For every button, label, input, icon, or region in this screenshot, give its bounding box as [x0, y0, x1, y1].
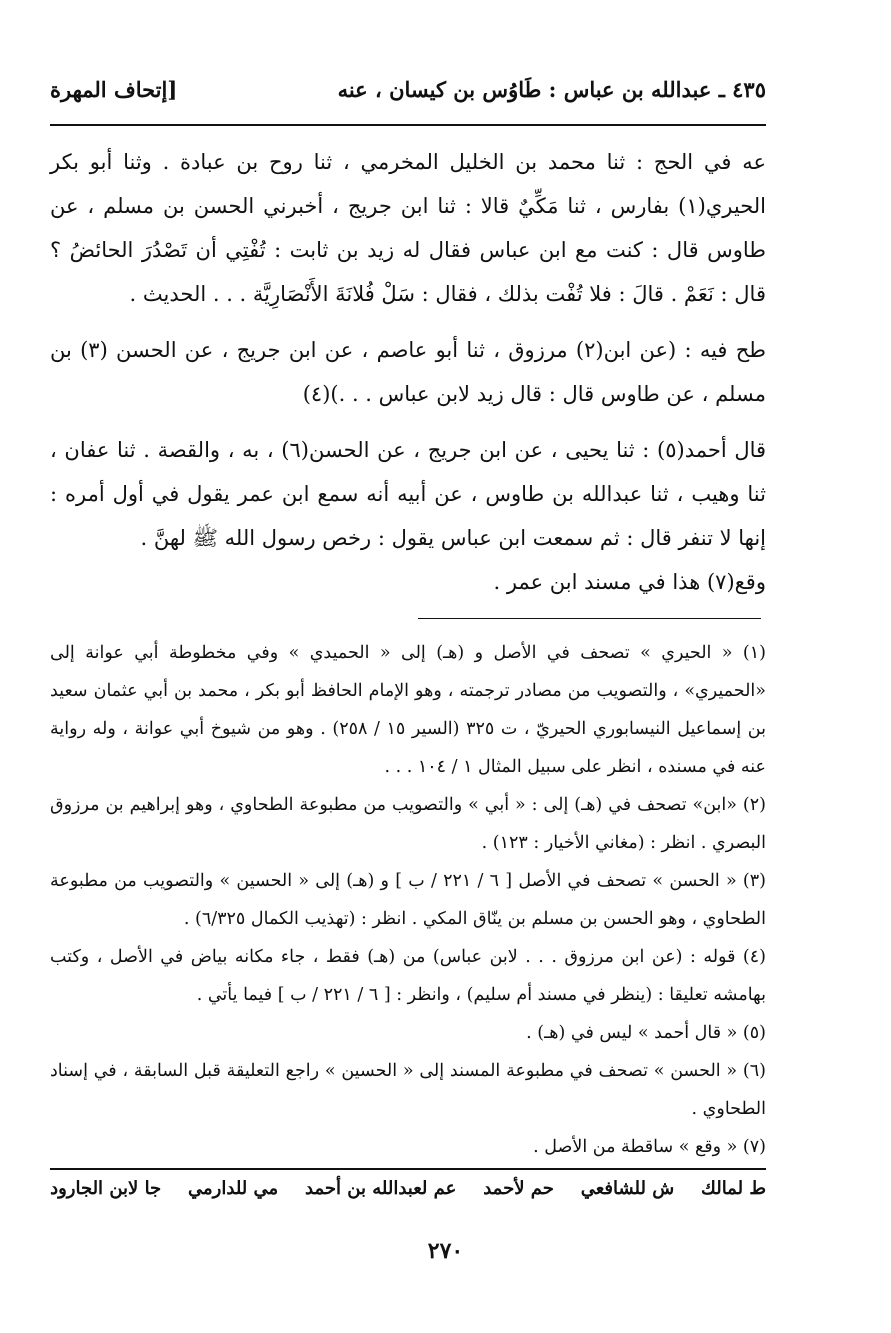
footnote-1: (١) « الحيري » تصحف في الأصل و (هـ) إلى « الحميدي » وفي مخطوطة أبي عوانة إلى «الحميري» ، والتصويب من مصادر ترجمته ، وهو الإمام الحافظ أبو بكر ، محمد بن أبي عثمان سعيد بن إسماعيل النيسابوري الحيريّ ، ت ٣٢٥ (السير ١٥ / ٢٥٨) . وهو من شيوخ أبي عوانة ، وله رواية عنه في مسنده ، انظر على سبيل المثال ١ / ١٠٤ . . . — [50, 643, 766, 777]
abbreviation-item: ش للشافعي — [580, 1178, 675, 1199]
main-text — [50, 140, 766, 616]
abbreviations-rule — [50, 1168, 766, 1170]
header-rule — [50, 124, 766, 126]
abbreviation-item: حم لأحمد — [483, 1178, 554, 1199]
footnotes — [50, 634, 766, 1166]
abbreviation-item: جا لابن الجارود — [50, 1178, 162, 1199]
paragraph-2: طح فيه : (عن ابن(٢) مرزوق ، ثنا أبو عاصم ، عن ابن جريج ، عن الحسن (٣) بن مسلم ، عن طاوس قال : قال زيد لابن عباس . . .)(٤) — [50, 338, 766, 406]
page-number: ٢٧٠ — [427, 1238, 464, 1264]
abbreviation-item: ط لمالك — [701, 1178, 766, 1199]
footnote-4: (٤) قوله : (عن ابن مرزوق . . . لابن عباس) من (هـ) فقط ، جاء مكانه بياض في الأصل ، وكتب بهامشه تعليقا : (ينظر في مسند أم سليم) ، وانظر : [ ٦ / ٢٢١ / ب ] فيما يأتي . — [50, 947, 766, 1005]
abbreviations-key — [50, 1178, 766, 1199]
paragraph-4: وقع(٧) هذا في مسند ابن عمر . — [493, 570, 766, 594]
footnote-3: (٣) « الحسن » تصحف في الأصل [ ٦ / ٢٢١ / ب ] و (هـ) إلى « الحسين » والتصويب من مطبوعة الطحاوي ، وهو الحسن بن مسلم بن ينّاق المكي . انظر : (تهذيب الكمال ٦/٣٢٥) . — [50, 871, 766, 929]
abbreviation-item: مي للدارمي — [188, 1178, 279, 1199]
footnote-6: (٦) « الحسن » تصحف في مطبوعة المسند إلى « الحسين » راجع التعليقة قبل السابقة ، في إسناد الطحاوي . — [50, 1061, 766, 1119]
paragraph-1: عه في الحج : ثنا محمد بن الخليل المخرمي ، ثنا روح بن عبادة . وثنا أبو بكر الحيري(١) بفارس ، ثنا مَكِّيٌ قالا : ثنا ابن جريج ، أخبرني الحسن بن مسلم ، عن طاوس قال : كنت مع ابن عباس فقال له زيد بن ثابت : تُفْتِي أن تَصْدُرَ الحائضُ ؟ قال : نَعَمْ . قالَ : فلا تُفْت بذلك ، فقال : سَلْ فُلانَةَ الأَنْصَارِيَّة . . . الحديث . — [50, 150, 766, 306]
footnote-7: (٧) « وقع » ساقطة من الأصل . — [533, 1137, 766, 1157]
footnote-separator — [418, 618, 761, 619]
footnote-5: (٥) « قال أحمد » ليس في (هـ) . — [526, 1023, 766, 1043]
running-header — [50, 64, 766, 114]
paragraph-3: قال أحمد(٥) : ثنا يحيى ، عن ابن جريج ، عن الحسن(٦) ، به ، والقصة . ثنا عفان ، ثنا وهيب ، ثنا عبدالله بن طاوس ، عن أبيه أنه سمع ابن عمر يقول في أول أمره : إنها لا تنفر قال : ثم سمعت ابن عباس يقول : رخص رسول الله ﷺ لهنَّ . — [50, 438, 767, 550]
abbreviation-item: عم لعبدالله بن أحمد — [305, 1178, 457, 1199]
footnote-2: (٢) «ابن» تصحف في (هـ) إلى : « أبي » والتصويب من مطبوعة الطحاوي ، وهو إبراهيم بن مرزوق البصري . انظر : (مغاني الأخيار : ١٢٣) . — [50, 795, 766, 853]
book-title: [إتحاف المهرة — [50, 76, 178, 102]
entry-title: ٤٣٥ ـ عبدالله بن عباس : طَاوُس بن كيسان ، عنه — [337, 76, 766, 102]
